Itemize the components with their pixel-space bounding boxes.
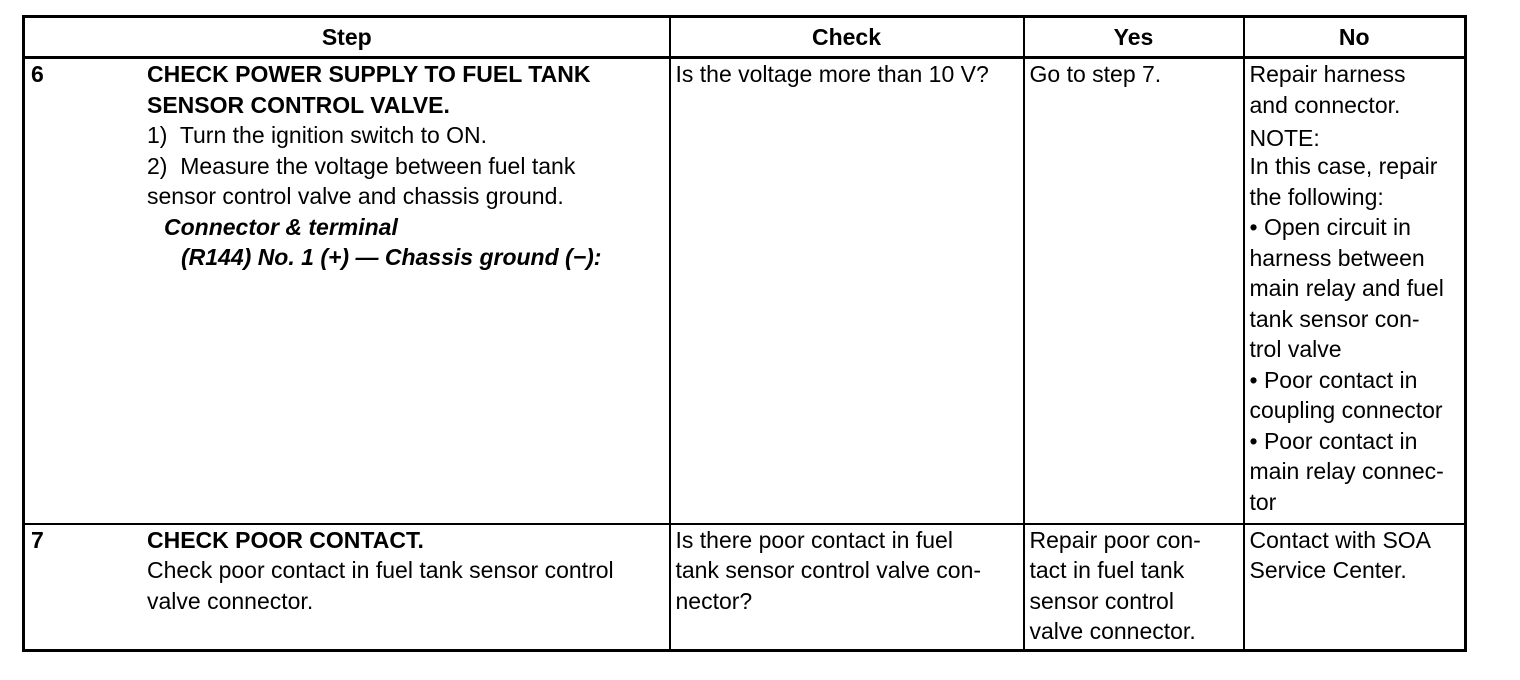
header-step: Step — [24, 17, 670, 58]
no-cell — [1244, 524, 1466, 651]
step-instruction: sensor control valve and chassis ground. — [147, 183, 564, 209]
yes-text: valve connector. — [1029, 618, 1196, 644]
bullet-item-cont: tor — [1249, 488, 1277, 515]
step-title-line: CHECK POOR CONTACT. — [147, 526, 424, 553]
table-header-row — [24, 17, 1466, 58]
spec-value: (R144) No. 1 (+) — Chassis ground (−): — [181, 244, 602, 270]
bullet-item: • Poor contact in — [1250, 365, 1463, 396]
yes-text: Go to step 7. — [1029, 61, 1162, 87]
note-block — [1250, 125, 1463, 517]
step-cell — [24, 524, 670, 651]
step-instruction: Check poor contact in fuel tank sensor control — [147, 557, 614, 583]
bullet-item-cont: harness between — [1249, 244, 1425, 271]
note-text: In this case, repair — [1249, 153, 1438, 179]
no-text: and connector. — [1249, 91, 1401, 118]
step-title-line: SENSOR CONTROL VALVE. — [147, 91, 450, 118]
check-cell — [670, 524, 1024, 651]
header-no: No — [1244, 17, 1466, 58]
bullet-item: • Poor contact in — [1250, 426, 1463, 457]
header-check: Check — [670, 17, 1024, 58]
bullet-item: • Open circuit in — [1250, 212, 1463, 243]
no-text: Repair harness — [1249, 61, 1406, 87]
bullet-item-cont: main relay connec- — [1249, 458, 1444, 484]
bullet-item-cont: tank sensor con- — [1249, 305, 1420, 332]
yes-text: tact in fuel tank — [1029, 557, 1185, 583]
step-number: 7 — [31, 526, 44, 553]
note-label: NOTE: — [1249, 125, 1320, 151]
diagnostic-table — [22, 15, 1467, 652]
table-row — [24, 524, 1466, 651]
step-title-line: CHECK POWER SUPPLY TO FUEL TANK — [147, 61, 591, 87]
step-cell — [24, 58, 670, 524]
no-text: Service Center. — [1249, 557, 1407, 583]
spec-label: Connector & terminal — [164, 213, 398, 240]
yes-cell — [1024, 524, 1244, 651]
bullet-item-cont: coupling connector — [1249, 397, 1443, 423]
step-instruction: 2) Measure the voltage between fuel tank — [147, 152, 576, 179]
yes-cell — [1024, 58, 1244, 524]
step-body — [147, 59, 669, 273]
step-body — [147, 525, 669, 617]
bullet-item-cont: trol valve — [1249, 336, 1342, 362]
check-cell — [670, 58, 1024, 524]
table-row — [24, 58, 1466, 524]
step-instruction: valve connector. — [147, 587, 314, 614]
check-text: Is the voltage more than 10 V? — [675, 61, 989, 87]
header-yes: Yes — [1024, 17, 1244, 58]
no-text: Contact with SOA — [1249, 526, 1432, 553]
no-cell — [1244, 58, 1466, 524]
bullet-item-cont: main relay and fuel — [1249, 275, 1444, 301]
check-text: Is there poor contact in fuel — [675, 526, 953, 553]
check-text: nector? — [675, 587, 753, 614]
note-text: the following: — [1249, 183, 1384, 210]
step-number: 6 — [31, 61, 44, 87]
step-instruction: 1) Turn the ignition switch to ON. — [147, 122, 488, 148]
yes-text: sensor control — [1029, 587, 1174, 614]
yes-text: Repair poor con- — [1029, 526, 1201, 553]
check-text: tank sensor control valve con- — [675, 557, 982, 583]
